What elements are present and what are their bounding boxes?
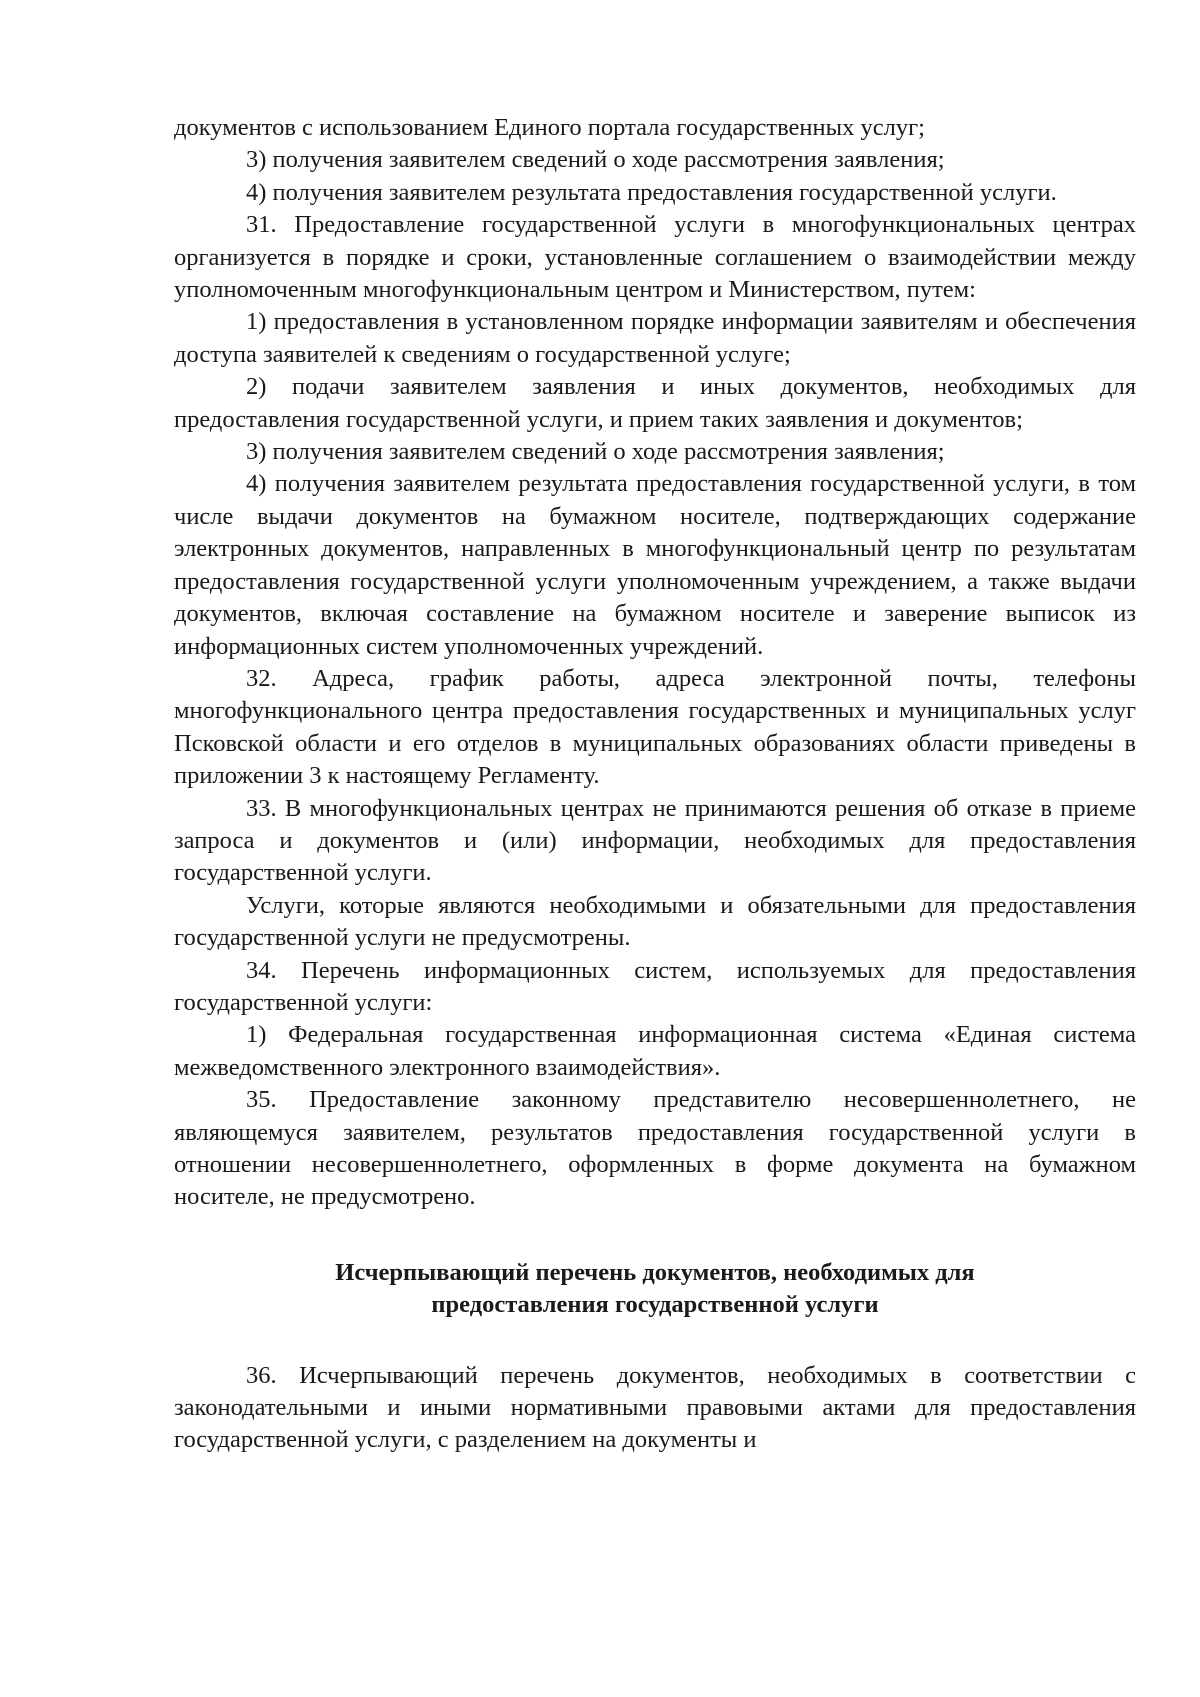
clause-31-item-3: 3) получения заявителем сведений о ходе рассмотрения заявления; (246, 438, 945, 466)
document-page (174, 112, 1136, 1457)
clause-31: 31. Предоставление государственной услуги в многофункциональных центрах организуется в порядке и сроки, установленные соглашением о взаимодействии между уполномоченным многофункциональным центром и Министерством, путем: (174, 211, 1136, 304)
clause-32: 32. Адреса, график работы, адреса электронной почты, телефоны многофункционального центра предоставления государственных и муниципальных услуг Псковской области и его отделов в муниципальных образованиях области приведены в приложении 3 к настоящему Регламенту. (174, 664, 1136, 790)
clause-36: 36. Исчерпывающий перечень документов, необходимых в соответствии с законодательными и иными нормативными правовыми актами для предоставления государственной услуги, с разделением на документы и (174, 1361, 1136, 1454)
clause-33: 33. В многофункциональных центрах не принимаются решения об отказе в приеме запроса и документов и (или) информации, необходимых для предоставления государственной услуги. (174, 794, 1136, 887)
clause-34: 34. Перечень информационных систем, используемых для предоставления государственной услуги: (174, 956, 1136, 1016)
list-item-3-status: 3) получения заявителем сведений о ходе рассмотрения заявления; (246, 146, 945, 174)
clause-34-item-1: 1) Федеральная государственная информационная система «Единая система межведомственного электронного взаимодействия». (174, 1021, 1136, 1081)
section-heading-line-1: Исчерпывающий перечень документов, необходимых для (335, 1258, 975, 1286)
clause-35: 35. Предоставление законному представителю несовершеннолетнего, не являющемуся заявителем, результатов предоставления государственной услуги в отношении несовершеннолетнего, оформленных в форме документа на бумажном носителе, не предусмотрено. (174, 1086, 1136, 1211)
clause-31-item-1: 1) предоставления в установленном порядке информации заявителям и обеспечения доступа заявителей к сведениям о государственной услуге; (174, 308, 1136, 368)
section-heading-line-2: предоставления государственной услуги (431, 1291, 879, 1319)
list-item-4-result: 4) получения заявителем результата предоставления государственной услуги. (246, 178, 1057, 206)
clause-31-item-2: 2) подачи заявителем заявления и иных документов, необходимых для предоставления государственной услуги, и прием таких заявления и документов; (174, 373, 1136, 433)
clause-31-item-4: 4) получения заявителем результата предоставления государственной услуги, в том числе выдачи документов на бумажном носителе, подтверждающих содержание электронных документов, направленных в многофункциональный центр по результатам предоставления государственной услуги уполномоченным учреждением, а также выдачи документов, включая составление на бумажном носителе и заверение выписок из информационных систем уполномоченных учреждений. (174, 470, 1136, 660)
paragraph-continuation: документов с использованием Единого портала государственных услуг; (174, 114, 925, 141)
section-heading (174, 1257, 1136, 1322)
services-note: Услуги, которые являются необходимыми и обязательными для предоставления государственной услуги не предусмотрены. (174, 891, 1136, 952)
